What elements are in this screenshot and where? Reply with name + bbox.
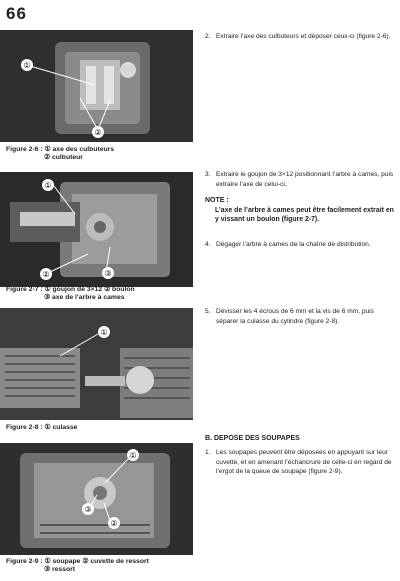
callout-2: ②: [110, 519, 118, 528]
figure-2-7-caption: Figure 2-7 : ① goujon de 3×12 ② boulon ③ axe de l’arbre à cames: [6, 286, 135, 302]
callout-3: ③: [84, 505, 92, 514]
section-heading: B. DEPOSE DES SOUPAPES: [205, 435, 300, 442]
figure-2-8-photo: [0, 308, 193, 420]
note: [205, 196, 395, 225]
section-step-1: 1. Les soupapes peuvent être déposées en appuyant sur leur cuvette, et en amenant l’échancrure de celle-ci en regard de l’ergot de la queue de soupape (figure 2-9).: [205, 449, 392, 476]
figure-2-9-photo: [0, 443, 193, 555]
figure-2-6-photo: [0, 30, 193, 142]
step-5: 5. Dévisser les 4 écrous de 6 mm et la vis de 6 mm, puis séparer la culasse du cylindre (figure 2-8).: [205, 308, 374, 325]
callout-2: ②: [42, 270, 50, 279]
note-title: NOTE :: [205, 197, 229, 204]
callout-1: ①: [129, 451, 137, 460]
page-number: 66: [6, 4, 27, 23]
callout-1: ①: [100, 328, 108, 337]
callout-1: ①: [44, 181, 52, 190]
figure-2-9-caption: Figure 2-9 : ① soupape ② cuvette de ressort ③ ressort: [6, 558, 149, 574]
figure-2-7-photo: [0, 172, 193, 287]
step-3: 3. Extraire le goujon de 3×12 positionnant l’arbre à cames, puis extraire l’axe de celui-ci.: [205, 171, 394, 188]
figure-2-8-caption: Figure 2-8 : ① culasse: [6, 424, 78, 431]
figure-2-6-caption: Figure 2-6 : ① axe des culbuteurs ② culbuteur: [6, 146, 115, 162]
note-body: L’axe de l’arbre à cames peut être facilement extrait en y vissant un boulon (figure 2-7).: [215, 206, 394, 224]
step-4: 4. Dégager l’arbre à cames de la chaîne de distribution.: [205, 241, 371, 248]
callout-3: ③: [104, 269, 112, 278]
callout-2: ②: [94, 128, 102, 137]
step-2: 2. Extraire l’axe des culbuteurs et déposer ceux-ci (figure 2-6).: [205, 33, 391, 40]
callout-1: ①: [23, 61, 31, 70]
